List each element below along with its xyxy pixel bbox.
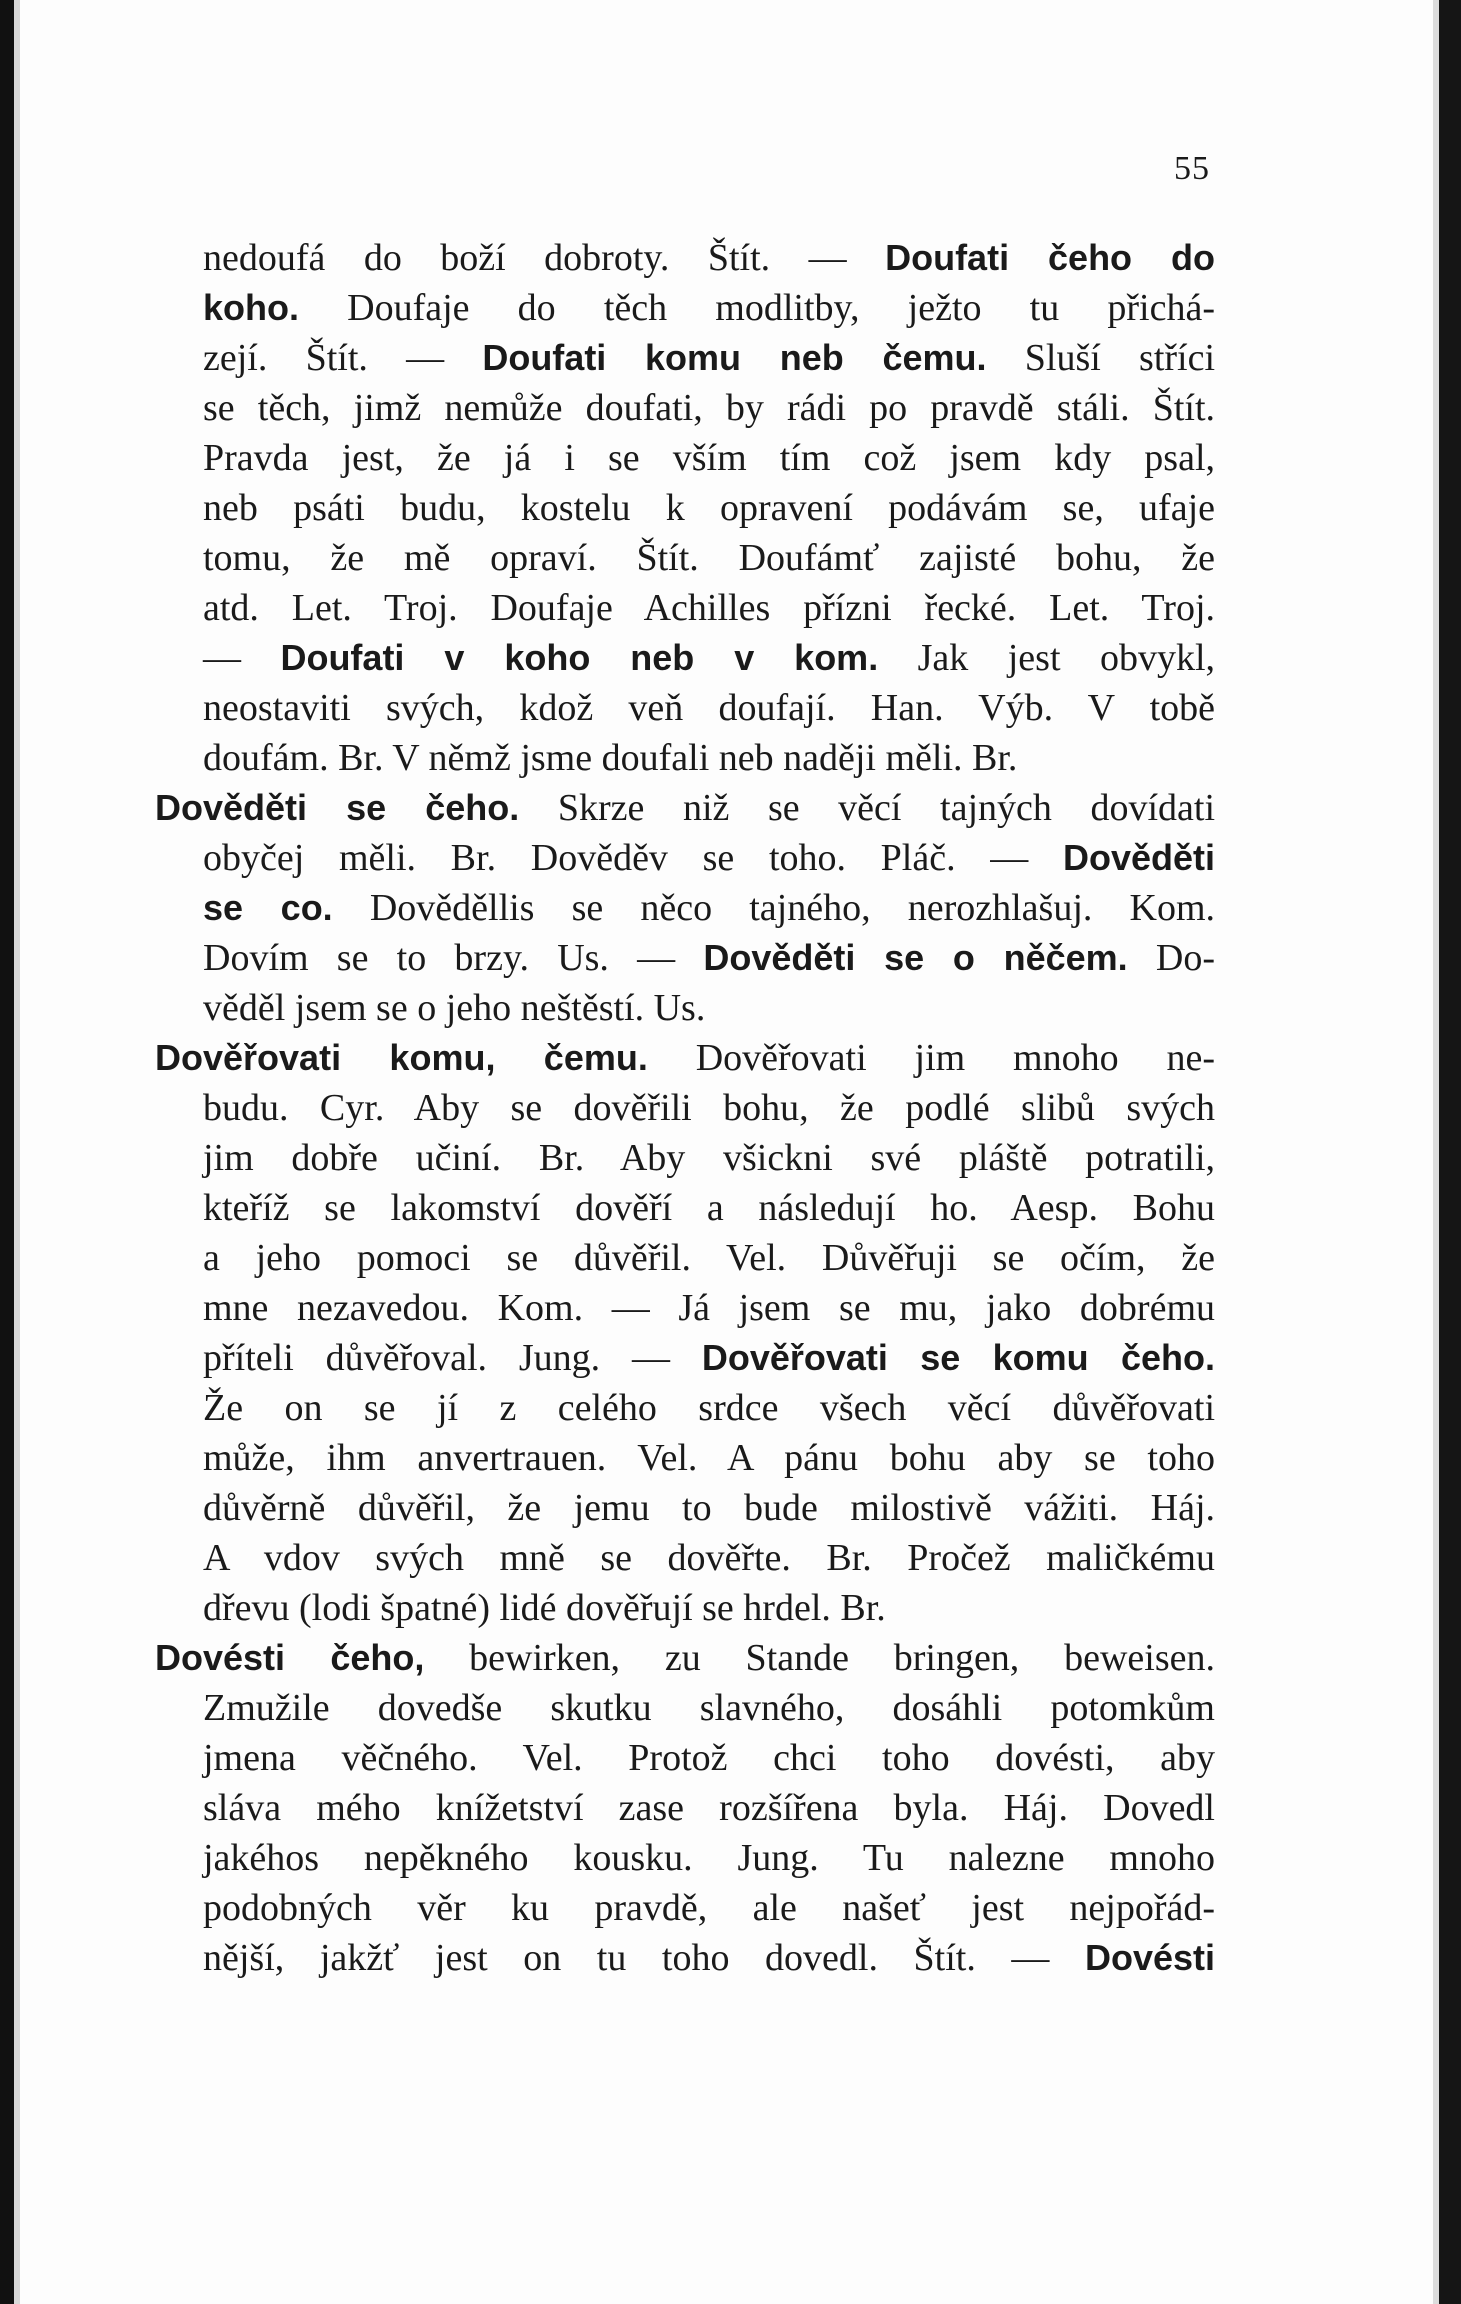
text-line (155, 983, 1215, 1033)
line-text: Že on se jí z celého srdce všech věcí důvěřovati (203, 1387, 1215, 1429)
line-text: věděl jsem se o jeho neštěstí. Us. (203, 987, 706, 1029)
text-line (155, 883, 1215, 933)
line-text: podobných věr ku pravdě, ale našeť jest nejpořád- (203, 1887, 1215, 1929)
text-line (155, 1133, 1215, 1183)
line-text: Pravda jest, že já i se vším tím což jsem kdy psal, (203, 437, 1215, 479)
text-line (155, 1383, 1215, 1433)
headword: Dovésti čeho, (155, 1637, 425, 1678)
text-line (155, 333, 1215, 383)
scan-right-shadow (1433, 0, 1439, 2304)
text-line (155, 1283, 1215, 1333)
line-text: mne nezavedou. Kom. — Já jsem se mu, jako dobrému (203, 1287, 1215, 1329)
line-text: kteříž se lakomství dověří a následují ho. Aesp. Bohu (203, 1187, 1215, 1229)
text-line (155, 533, 1215, 583)
line-text: jmena věčného. Vel. Protož chci toho dovésti, aby (203, 1737, 1215, 1779)
text-line (155, 1083, 1215, 1133)
text-line (155, 1583, 1215, 1633)
scan-right-border (1439, 0, 1461, 2304)
text-line (155, 833, 1215, 883)
line-text: nější, jakžť jest on tu toho dovedl. Štít. — (203, 1937, 1085, 1979)
line-text: neb psáti budu, kostelu k opravení podávám se, ufaje (203, 487, 1215, 529)
page-number: 55 (1174, 150, 1210, 187)
line-text: Zmužile dovedše skutku slavného, dosáhli potomkům (203, 1687, 1215, 1729)
line-text: — (203, 637, 281, 679)
line-text: obyčej měli. Br. Dověděv se toho. Pláč. — (203, 837, 1063, 879)
text-line (155, 1233, 1215, 1283)
text-line (155, 1933, 1215, 1983)
entry-headline (155, 783, 1215, 833)
line-text: sláva mého knížetství zase rozšířena byla. Háj. Dovedl (203, 1787, 1215, 1829)
text-line (155, 1683, 1215, 1733)
headword: se co. (203, 887, 333, 928)
line-text: Skrze niž se věcí tajných dovídati (519, 787, 1215, 829)
line-text: jim dobře učiní. Br. Aby všickni své pláště potratili, (203, 1137, 1215, 1179)
headword: koho. (203, 287, 299, 328)
headword: Doufati čeho do (885, 237, 1215, 278)
headword: Doufati v koho neb v kom. (280, 637, 879, 678)
scan-left-border (0, 0, 14, 2304)
text-line (155, 633, 1215, 683)
text-line (155, 933, 1215, 983)
text-line (155, 383, 1215, 433)
text-line (155, 1783, 1215, 1833)
line-text: důvěrně důvěřil, že jemu to bude milostivě vážiti. Háj. (203, 1487, 1215, 1529)
text-line (155, 483, 1215, 533)
headword: Doufati komu neb čemu. (482, 337, 987, 378)
text-line (155, 1483, 1215, 1533)
line-text: tomu, že mě opraví. Štít. Doufámť zajisté bohu, že (203, 537, 1215, 579)
line-text: se těch, jimž nemůže doufati, by rádi po pravdě stáli. Štít. (203, 387, 1215, 429)
text-line (155, 583, 1215, 633)
line-text: Dovím se to brzy. Us. — (203, 937, 704, 979)
text-line (155, 1833, 1215, 1883)
line-text: může, ihm anvertrauen. Vel. A pánu bohu aby se toho (203, 1437, 1215, 1479)
headword: Dovésti (1084, 1937, 1215, 1978)
line-text: bewirken, zu Stande bringen, beweisen. (424, 1637, 1215, 1679)
text-line (155, 283, 1215, 333)
text-line (155, 233, 1215, 283)
line-text: a jeho pomoci se důvěřil. Vel. Důvěřuji se očím, že (203, 1237, 1215, 1279)
text-line (155, 683, 1215, 733)
line-text: Jak jest obvykl, (878, 637, 1215, 679)
text-line (155, 1183, 1215, 1233)
text-line (155, 1733, 1215, 1783)
text-line (155, 1433, 1215, 1483)
text-line (155, 1533, 1215, 1583)
headword: Dověděti (1062, 837, 1215, 878)
headword: Dověděti se o něčem. (703, 937, 1128, 978)
scan-left-shadow (14, 0, 20, 2304)
line-text: zejí. Štít. — (203, 337, 483, 379)
line-text: budu. Cyr. Aby se dověřili bohu, že podlé slibů svých (203, 1087, 1215, 1129)
line-text: atd. Let. Troj. Doufaje Achilles přízni řecké. Let. Troj. (203, 587, 1215, 629)
line-text: doufám. Br. V němž jsme doufali neb naději měli. Br. (203, 737, 1018, 779)
line-text: neostaviti svých, kdož veň doufají. Han. Výb. V tobě (203, 687, 1215, 729)
entry-headline (155, 1633, 1215, 1683)
line-text: A vdov svých mně se dověřte. Br. Pročež maličkému (203, 1537, 1215, 1579)
line-text: Doufaje do těch modlitby, ježto tu přichá- (299, 287, 1215, 329)
line-text: jakéhos nepěkného kousku. Jung. Tu nalezne mnoho (203, 1837, 1215, 1879)
text-line (155, 1883, 1215, 1933)
text-line (155, 1333, 1215, 1383)
entry-headline (155, 1033, 1215, 1083)
line-text: Dověděllis se něco tajného, nerozhlašuj. Kom. (332, 887, 1215, 929)
line-text: Dověřovati jim mnoho ne- (647, 1037, 1215, 1079)
line-text: Sluší stříci (986, 337, 1215, 379)
headword: Dověděti se čeho. (155, 787, 520, 828)
text-line (155, 733, 1215, 783)
headword: Dověřovati se komu čeho. (701, 1337, 1215, 1378)
headword: Dověřovati komu, čemu. (155, 1037, 648, 1078)
dictionary-text (155, 233, 1215, 1983)
line-text: příteli důvěřoval. Jung. — (203, 1337, 702, 1379)
line-text: nedoufá do boží dobroty. Štít. — (203, 237, 886, 279)
line-text: Do- (1127, 937, 1215, 979)
line-text: dřevu (lodi špatné) lidé dověřují se hrdel. Br. (203, 1587, 886, 1629)
text-line (155, 433, 1215, 483)
